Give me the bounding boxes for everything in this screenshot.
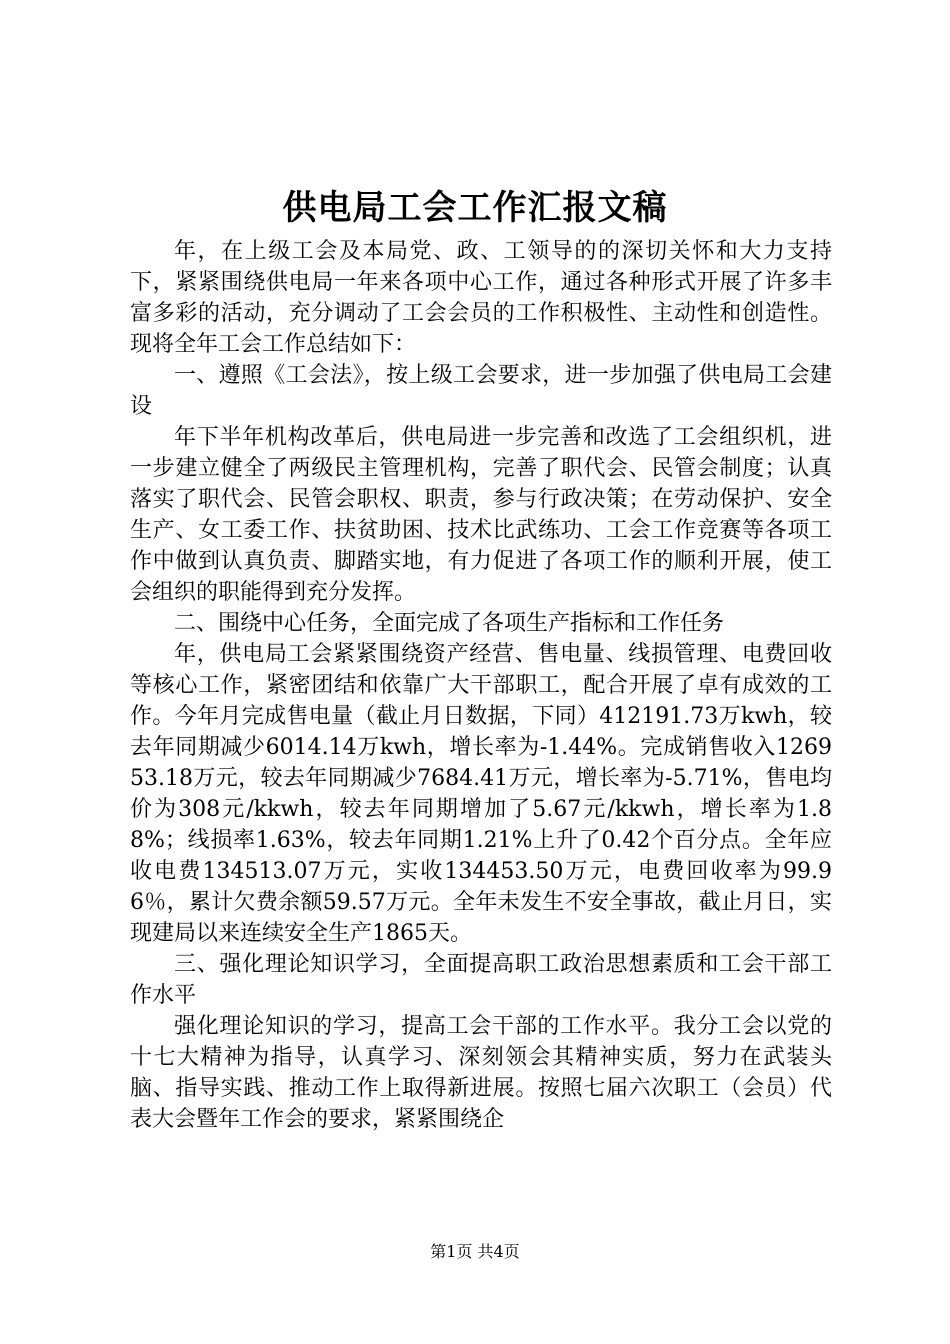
section-heading-2: 二、围绕中心任务，全面完成了各项生产指标和工作任务 — [174, 611, 725, 636]
section-heading-1: 一、遵照《工会法》，按上级工会要求，进一步加强了供电局工会建设 — [130, 363, 832, 419]
section-heading-3: 三、强化理论知识学习，全面提高职工政治思想素质和工会干部工作水平 — [130, 952, 832, 1008]
page-number: 第1页 共4页 — [430, 1242, 520, 1261]
paragraph-intro: 年，在上级工会及本局党、政、工领导的的深切关怀和大力支持下，紧紧围绕供电局一年来各项中心工作，通过各种形式开展了许多丰富多彩的活动，充分调动了工会会员的工作积极性、主动性和创造性。现将全年工会工作总结如下： — [130, 239, 832, 357]
document-title: 供电局工会工作汇报文稿 — [282, 188, 668, 228]
paragraph-section-1: 年下半年机构改革后，供电局进一步完善和改选了工会组织机，进一步建立健全了两级民主管理机构，完善了职代会、民管会制度；认真落实了职代会、民管会职权、职责，参与行政决策；在劳动保护、安全生产、女工委工作、扶贫助困、技术比武练功、工会工作竞赛等各项工作中做到认真负责、脚踏实地，有力促进了各项工作的顺利开展，使工会组织的职能得到充分发挥。 — [130, 425, 832, 605]
paragraph-section-3: 强化理论知识的学习，提高工会干部的工作水平。我分工会以党的十七大精神为指导，认真学习、深刻领会其精神实质，努力在武装头脑、指导实践、推动工作上取得新进展。按照七届六次职工（会员）代表大会暨年工作会的要求，紧紧围绕企 — [130, 1014, 832, 1132]
document-body — [130, 236, 832, 1135]
paragraph-section-2: 年，供电局工会紧紧围绕资产经营、售电量、线损管理、电费回收等核心工作，紧密团结和依靠广大干部职工，配合开展了卓有成效的工作。今年月完成售电量（截止月日数据，下同）412191.73万kwh，较去年同期减少6014.14万kwh，增长率为-1.44%。完成销售收入126953.18万元，较去年同期减少7684.41万元，增长率为-5.71%，售电均价为308元/kkwh，较去年同期增加了5.67元/kkwh，增长率为1.88%；线损率1.63%，较去年同期1.21%上升了0.42个百分点。全年应收电费134513.07万元，实收134453.50万元，电费回收率为99.96％，累计欠费余额59.57万元。全年未发生不安全事故，截止月日，实现建局以来连续安全生产1865天。 — [130, 642, 832, 946]
